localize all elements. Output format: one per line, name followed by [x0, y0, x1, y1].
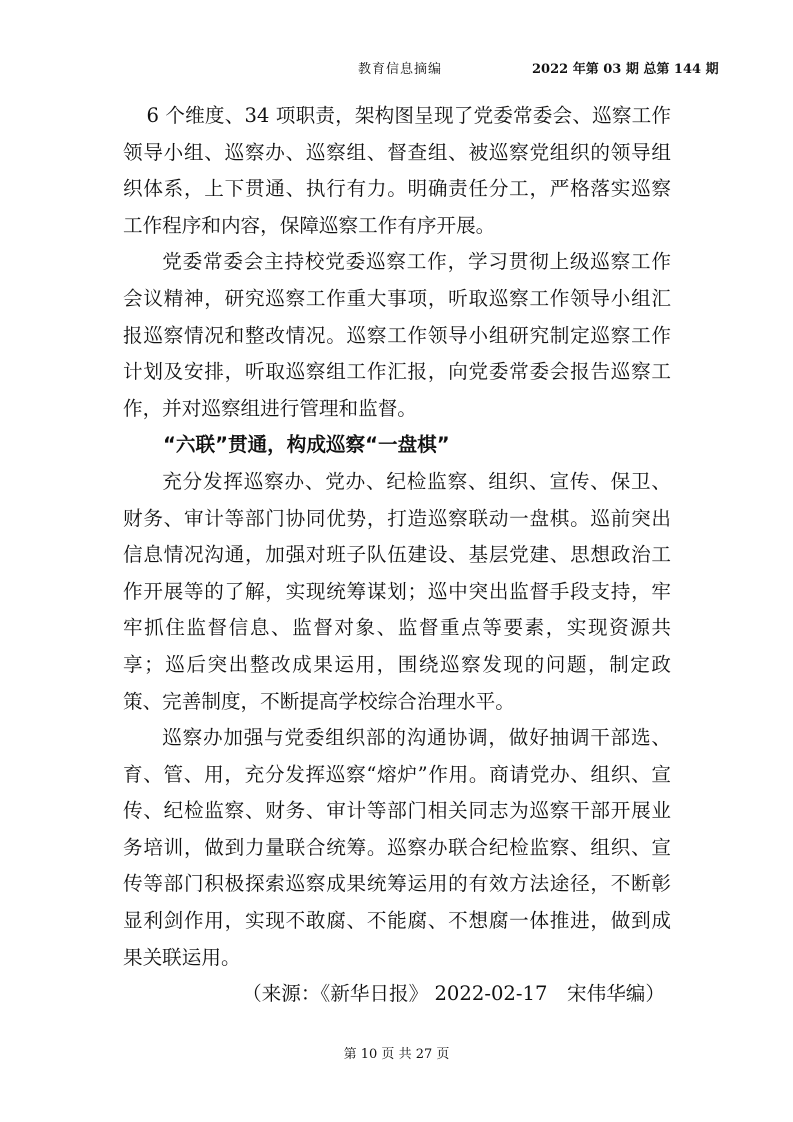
- issue-number: 2022 年第 03 期 总第 144 期: [532, 62, 719, 77]
- page-number: 第 10 页 共 27 页: [343, 1047, 450, 1062]
- paragraph-4: 巡察办加强与党委组织部的沟通协调，做好抽调干部选、育、管、用，充分发挥巡察“熔炉”作用。商请党办、组织、宣传、纪检监察、财务、审计等部门相关同志为巡察干部开展业务培训，做到力量联合统筹。巡察办联合纪检监察、组织、宣传等部门积极探索巡察成果统筹运用的有效方法途径，不断彰显利剑作用，实现不敢腐、不能腐、不想腐一体推进，做到成果关联运用。: [123, 726, 671, 969]
- publication-title: 教育信息摘编: [358, 62, 443, 77]
- section-heading: “六联”贯通，构成巡察“一盘棋”: [163, 433, 450, 457]
- paragraph-2: 党委常委会主持校党委巡察工作，学习贯彻上级巡察工作会议精神，研究巡察工作重大事项，听取巡察工作领导小组汇报巡察情况和整改情况。巡察工作领导小组研究制定巡察工作计划及安排，听取巡察组工作汇报，向党委常委会报告巡察工作，并对巡察组进行管理和监督。: [123, 250, 671, 420]
- paragraph-1: 6 个维度、34 项职责，架构图呈现了党委常委会、巡察工作领导小组、巡察办、巡察组、督查组、被巡察党组织的领导组织体系，上下贯通、执行有力。明确责任分工，严格落实巡察工作程序和内容，保障巡察工作有序开展。: [123, 104, 671, 237]
- paragraph-3: 充分发挥巡察办、党办、纪检监察、组织、宣传、保卫、财务、审计等部门协同优势，打造巡察联动一盘棋。巡前突出信息情况沟通，加强对班子队伍建设、基层党建、思想政治工作开展等的了解，实现统筹谋划；巡中突出监督手段支持，牢牢抓住监督信息、监督对象、监督重点等要素，实现资源共享；巡后突出整改成果运用，围绕巡察发现的问题，制定政策、完善制度，不断提高学校综合治理水平。: [123, 469, 671, 713]
- page-header: [0, 58, 793, 78]
- page-footer: [0, 1043, 793, 1062]
- source-citation: （来源：《新华日报》 2022-02-17 宋伟华编）: [242, 982, 665, 1006]
- article-body: [123, 98, 671, 1013]
